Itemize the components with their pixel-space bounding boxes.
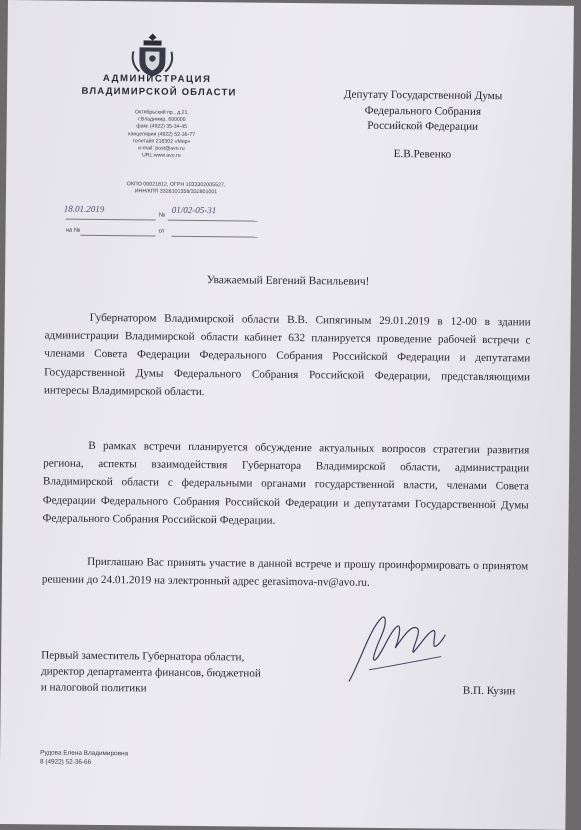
executor-phone: 8 (4922) 52-36-66: [39, 758, 92, 766]
handwritten-signature: [341, 610, 452, 691]
ref-no-line: [81, 235, 156, 237]
signer-name: В.П. Кузин: [462, 684, 516, 698]
reg-date-line: [66, 219, 156, 221]
addressee-line: Российской Федерации: [367, 119, 479, 134]
contact-line: канцелярия (4922) 52-36-77: [128, 130, 196, 138]
addressee-line: Федерального Собрания: [364, 104, 482, 118]
reg-date: 18.01.2019: [63, 203, 105, 215]
contact-line: e-mail: post@avo.ru: [138, 145, 185, 152]
signer-position-line: директор департамента финансов, бюджетной: [40, 665, 261, 680]
paragraph-2: [42, 436, 529, 532]
org-contacts: [106, 109, 217, 161]
org-name-line1: АДМИНИСТРАЦИЯ: [102, 72, 212, 86]
code-line: ИНН/КПП 3328101358/332801001: [134, 188, 218, 196]
executor-name: Рудова Елена Владимировна: [40, 749, 129, 758]
addressee-name: Е.В.Ревенко: [393, 148, 452, 161]
paragraph-text: В рамках встречи планируется обсуждение актуальных вопросов стратегии развития региона, аспекты взаимодействия Губернатора Владимирской области, администрации Владимирской области с федеральными органами государственной власти, членами Совета Федерации Федерального Собрания Российской Федерации и депутатами Государственной Думы Федерального Собрания Российской Федерации.: [42, 439, 530, 527]
reg-number-prefix: №: [158, 212, 166, 219]
contact-line: факс (4922) 35-34-45: [136, 123, 188, 131]
signer-position: [41, 648, 341, 699]
paragraph-text: Приглашаю Вас принять участие в данной встрече и прошу проинформировать о принятом решении до 24.01.2019 на электронный адрес gerasimova-nv@avo.ru.: [41, 555, 529, 590]
contact-line: телетайп 218302 «Мир»: [132, 138, 191, 145]
signer-position-line: и налоговой политики: [40, 680, 147, 695]
salutation: Уважаемый Евгений Васильевич!: [206, 274, 370, 288]
signer-position-line: Первый заместитель Губернатора области,: [41, 649, 245, 664]
contact-line: Октябрьский пр., д.21,: [134, 109, 189, 116]
paragraph-3: [42, 552, 528, 593]
ref-from-line: [172, 236, 258, 238]
contact-line: г.Владимир, 600000: [137, 116, 186, 124]
ref-from-label: от: [158, 228, 165, 235]
org-codes: [76, 181, 276, 197]
reg-number-line: [168, 220, 258, 222]
ref-no-label: на №: [65, 227, 81, 234]
paragraph-1: [44, 308, 531, 404]
paragraph-text: Губернатором Владимирской области В.В. Сипягиным 29.01.2019 в 12-00 в здании администрации Владимирской области кабинет 632 планируется проведение рабочей встречи с членами Совета Федерации Федерального Собрания Российской Федерации и депутатами Государственной Думы Федерального Собрания Российской Федерации, представляющими интересы Владимирской области.: [43, 311, 531, 398]
addressee-line: Депутату Государственной Думы: [343, 88, 503, 103]
org-name-line2: ВЛАДИМИРСКОЙ ОБЛАСТИ: [81, 85, 237, 99]
addressee-block: [323, 87, 523, 136]
code-line: ОКПО 00021812, ОГРН 1033302005527,: [126, 181, 226, 189]
contact-line: URL:www.avo.ru: [142, 152, 181, 160]
reg-number: 01/02-05-31: [171, 204, 217, 216]
executor-block: [40, 748, 240, 768]
